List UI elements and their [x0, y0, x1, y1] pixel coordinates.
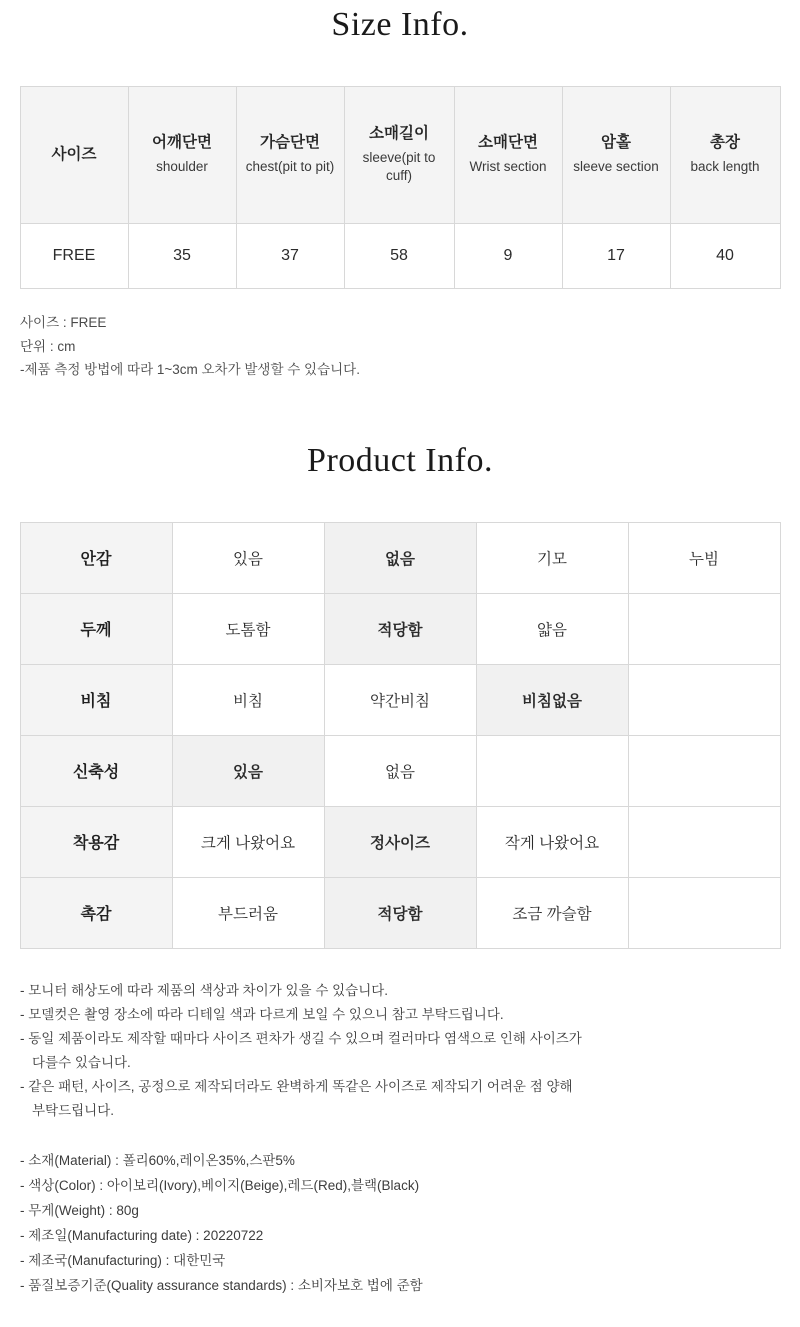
info-row-label: 두께 [20, 593, 172, 664]
size-header-en: chest(pit to pit) [245, 159, 335, 175]
table-row [20, 664, 780, 735]
info-option-cell-selected: 정사이즈 [324, 806, 476, 877]
info-option-cell: 비침 [172, 664, 324, 735]
info-option-cell [628, 735, 780, 806]
notice-text: - 모니터 해상도에 따라 제품의 색상과 차이가 있을 수 있습니다. [20, 982, 389, 998]
size-header-en: Wrist section [469, 159, 547, 175]
size-header-kr: 사이즈 [51, 145, 97, 163]
table-row [20, 735, 780, 806]
size-header-en: sleeve(pit to cuff) [362, 150, 436, 184]
info-row-label: 신축성 [20, 735, 172, 806]
notice-line [20, 1027, 780, 1075]
size-cell: 37 [236, 224, 344, 289]
table-row [20, 877, 780, 948]
info-row-label: 착용감 [20, 806, 172, 877]
info-option-cell-selected: 적당함 [324, 877, 476, 948]
size-header-cell [20, 87, 128, 224]
spec-line: - 품질보증기준(Quality assurance standards) : 소비자보호 법에 준함 [20, 1277, 423, 1293]
table-row [20, 522, 780, 593]
notice-block [20, 979, 780, 1123]
notice-text: - 같은 패턴, 사이즈, 공정으로 제작되더라도 완벽하게 똑같은 사이즈로 제작되기 어려운 점 양해 [20, 1078, 573, 1094]
size-cell: 58 [344, 224, 454, 289]
spec-block [20, 1149, 780, 1327]
spec-line: - 무게(Weight) : 80g [20, 1202, 139, 1218]
notice-text-continued: 다를수 있습니다. [32, 1054, 131, 1070]
table-row [20, 806, 780, 877]
size-info-heading-wrap [0, 0, 800, 44]
info-option-cell [476, 735, 628, 806]
size-info-title: Size Info. [331, 6, 469, 43]
info-option-cell-selected: 적당함 [324, 593, 476, 664]
notice-text-continued: 부탁드립니다. [32, 1102, 114, 1118]
size-cell: FREE [20, 224, 128, 289]
size-cell: 9 [454, 224, 562, 289]
size-cell: 35 [128, 224, 236, 289]
info-row-label: 비침 [20, 664, 172, 735]
table-row [20, 593, 780, 664]
notice-line [20, 1075, 780, 1123]
size-header-kr: 총장 [710, 134, 740, 152]
info-option-cell [628, 877, 780, 948]
size-header-en: back length [690, 159, 760, 175]
info-option-cell: 작게 나왔어요 [476, 806, 628, 877]
size-cell: 17 [562, 224, 670, 289]
info-option-cell [628, 806, 780, 877]
size-header-en: sleeve section [573, 159, 659, 175]
size-note-line: 단위 : cm [20, 338, 76, 354]
info-option-cell: 크게 나왔어요 [172, 806, 324, 877]
info-option-cell: 누빔 [628, 522, 780, 593]
info-option-cell-selected: 없음 [324, 522, 476, 593]
product-info-title: Product Info. [307, 441, 493, 479]
size-header-kr: 소매단면 [478, 134, 538, 152]
size-header-en: shoulder [156, 159, 208, 175]
notice-line [20, 1003, 780, 1027]
info-option-cell [628, 664, 780, 735]
info-option-cell: 약간비침 [324, 664, 476, 735]
info-option-cell: 기모 [476, 522, 628, 593]
info-row-label: 촉감 [20, 877, 172, 948]
size-notes [20, 311, 780, 382]
size-header-cell [128, 87, 236, 224]
info-option-cell: 없음 [324, 735, 476, 806]
size-note-line: -제품 측정 방법에 따라 1~3cm 오차가 발생할 수 있습니다. [20, 362, 360, 378]
info-option-cell-selected: 있음 [172, 735, 324, 806]
size-header-kr: 암홀 [601, 134, 631, 152]
spec-line: - 제조국(Manufacturing) : 대한민국 [20, 1252, 226, 1268]
info-option-cell [628, 593, 780, 664]
notice-line [20, 979, 780, 1003]
spec-line: - 소재(Material) : 폴리60%,레이온35%,스판5% [20, 1152, 295, 1168]
info-option-cell: 얇음 [476, 593, 628, 664]
info-option-cell: 있음 [172, 522, 324, 593]
size-info-table [20, 86, 781, 289]
product-info-table [20, 522, 781, 949]
info-option-cell: 부드러움 [172, 877, 324, 948]
size-header-cell [670, 87, 780, 224]
spec-line: - 제조일(Manufacturing date) : 20220722 [20, 1227, 264, 1243]
info-row-label: 안감 [20, 522, 172, 593]
size-note-line: 사이즈 : FREE [20, 315, 107, 330]
product-info-heading-wrap [0, 382, 800, 480]
size-cell: 40 [670, 224, 780, 289]
info-option-cell-selected: 비침없음 [476, 664, 628, 735]
size-header-kr: 어깨단면 [152, 134, 212, 152]
table-row [20, 224, 780, 289]
size-header-kr: 가슴단면 [260, 134, 320, 152]
size-table-header-row [20, 87, 780, 224]
info-option-cell: 도톰함 [172, 593, 324, 664]
size-header-cell [454, 87, 562, 224]
size-header-cell [562, 87, 670, 224]
size-header-kr: 소매길이 [369, 125, 429, 143]
notice-text: - 모델컷은 촬영 장소에 따라 디테일 색과 다르게 보일 수 있으니 참고 부탁드립니다. [20, 1006, 504, 1022]
info-option-cell: 조금 까슬함 [476, 877, 628, 948]
size-header-cell [344, 87, 454, 224]
notice-text: - 동일 제품이라도 제작할 때마다 사이즈 편차가 생길 수 있으며 컬러마다 염색으로 인해 사이즈가 [20, 1030, 582, 1046]
size-header-cell [236, 87, 344, 224]
spec-line: - 색상(Color) : 아이보리(Ivory),베이지(Beige),레드(Red),블랙(Black) [20, 1177, 420, 1193]
